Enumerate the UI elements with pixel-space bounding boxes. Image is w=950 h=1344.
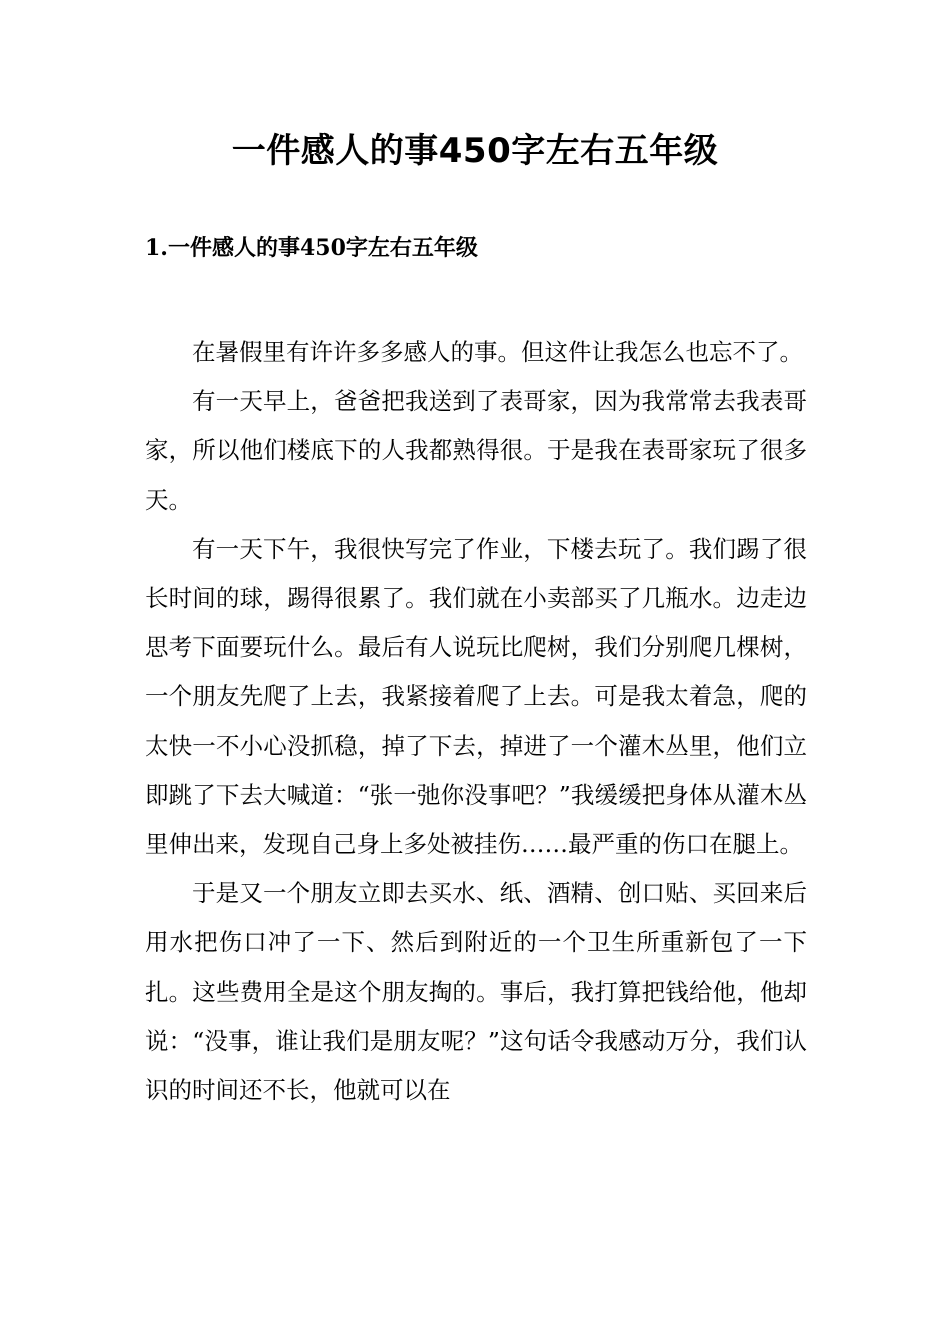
section-heading: 1.一件感人的事450字左右五年级 <box>145 235 478 261</box>
document-body <box>145 328 807 1115</box>
document-title: 一件感人的事450字左右五年级 <box>231 131 719 171</box>
paragraph-3: 有一天下午，我很快写完了作业，下楼去玩了。我们踢了很长时间的球，踢得很累了。我们就在小卖部买了几瓶水。边走边思考下面要玩什么。最后有人说玩比爬树，我们分别爬几棵树，一个朋友先爬了上去，我紧接着爬了上去。可是我太着急，爬的太快一不小心没抓稳，掉了下去，掉进了一个灌木丛里，他们立即跳了下去大喊道：“张一弛你没事吧？”我缓缓把身体从灌木丛里伸出来，发现自己身上多处被挂伤……最严重的伤口在腿上。 <box>145 534 807 859</box>
paragraph-4: 于是又一个朋友立即去买水、纸、酒精、创口贴、买回来后用水把伤口冲了一下、然后到附近的一个卫生所重新包了一下扎。这些费用全是这个朋友掏的。事后，我打算把钱给他，他却说：“没事，谁让我们是朋友呢？”这句话令我感动万分，我们认识的时间还不长，他就可以在 <box>145 879 807 1105</box>
paragraph-1: 在暑假里有许许多多感人的事。但这件让我怎么也忘不了。 <box>192 338 803 366</box>
paragraph-2: 有一天早上，爸爸把我送到了表哥家，因为我常常去我表哥家，所以他们楼底下的人我都熟得很。于是我在表哥家玩了很多天。 <box>145 387 807 514</box>
